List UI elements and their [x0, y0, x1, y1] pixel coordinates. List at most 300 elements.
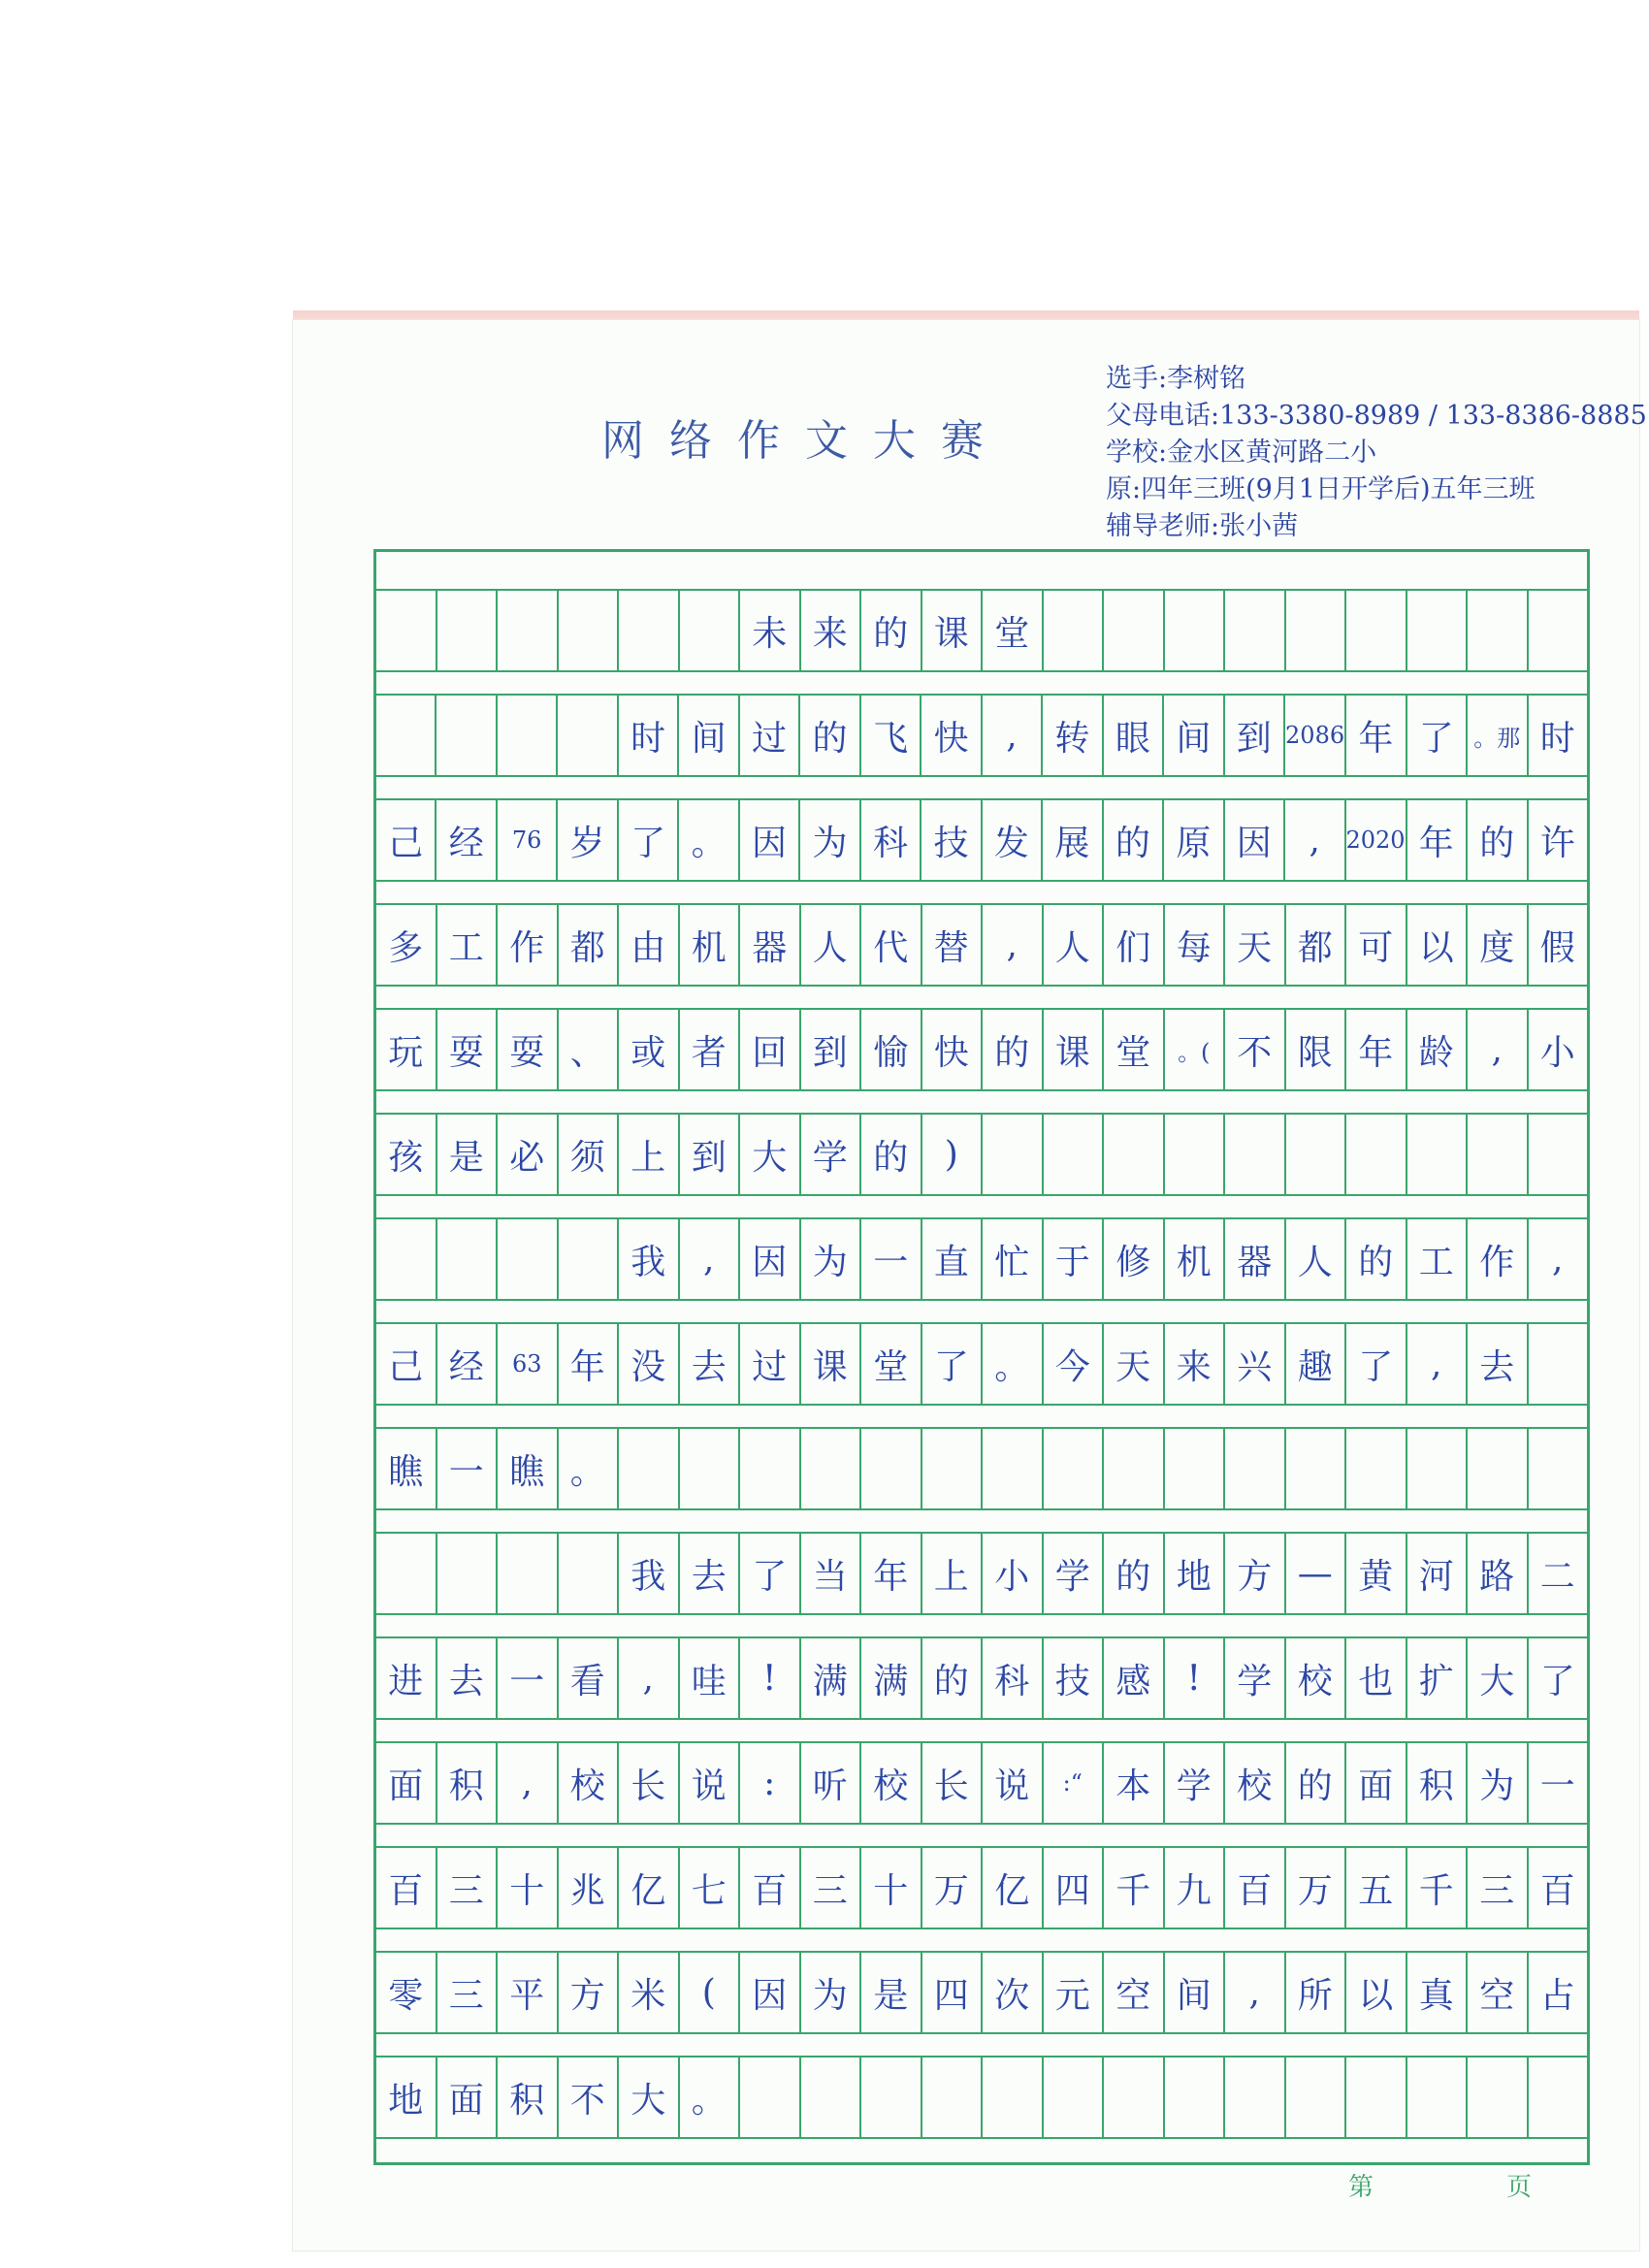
grid-cell: 的 [1466, 800, 1526, 880]
grid-cell: 天 [1102, 1324, 1163, 1404]
grid-cell: 孩 [388, 1137, 424, 1178]
grid-cell: 是 [859, 1953, 921, 2032]
grid-cell: 因 [738, 800, 798, 880]
grid-cell: 年 [557, 1324, 618, 1404]
grid-cell: 每 [1163, 905, 1224, 985]
grid-cell: 校 [557, 1743, 618, 1823]
grid-cell [1163, 1115, 1224, 1194]
grid-cell: 为 [798, 800, 858, 880]
grid-cell [557, 591, 618, 670]
grid-cell: 三 [799, 1848, 860, 1928]
page-label: 第 [1348, 2173, 1374, 2202]
grid-cell: 年 [1406, 800, 1466, 880]
grid-cell: 年 [1344, 696, 1405, 775]
grid-cell [496, 696, 556, 775]
grid-cell [436, 1534, 497, 1613]
grid-cell: 的 [981, 1010, 1042, 1089]
grid-cell: 长 [921, 1743, 982, 1823]
grid-cell: 今 [1042, 1324, 1103, 1404]
grid-cell: 时 [617, 696, 677, 775]
grid-cell: 科 [981, 1638, 1042, 1718]
grid-cell: 经 [436, 1324, 497, 1404]
grid-cell [376, 591, 436, 670]
grid-cell: 或 [617, 1010, 678, 1089]
grid-cell: 百 [1527, 1848, 1588, 1928]
grid-cell: 来 [1163, 1324, 1224, 1404]
grid-cell: 千 [1102, 1848, 1163, 1928]
grid-cell: 到 [678, 1115, 739, 1194]
grid-cell: 直 [921, 1219, 982, 1299]
grid-cell: 许 [1527, 800, 1587, 880]
grid-cell [1163, 591, 1224, 670]
grid-cell: 三 [436, 1953, 497, 2032]
grid-cell: 己 [388, 823, 424, 863]
grid-row [376, 1322, 1587, 1406]
grid-cell [1223, 1115, 1284, 1194]
grid-cell: 学 [1163, 1743, 1224, 1823]
grid-cell: 多 [388, 927, 424, 968]
grid-cell: 都 [1284, 905, 1345, 985]
grid-cell [1284, 591, 1345, 670]
grid-cell: 积 [1406, 1743, 1467, 1823]
grid-cell: 去 [1466, 1324, 1527, 1404]
grid-cell [1344, 1429, 1406, 1508]
grid-cell [1466, 2057, 1527, 2137]
class-info: 原:四年三班(9月1日开学后)五年三班 [1106, 474, 1536, 504]
grid-cell: 方 [1223, 1534, 1284, 1613]
grid-cell: , [1223, 1953, 1284, 2032]
grid-cell: , [1527, 1219, 1588, 1299]
grid-cell [1223, 1429, 1284, 1508]
grid-cell: 眼 [1102, 696, 1162, 775]
grid-cell: 忙 [981, 1219, 1042, 1299]
grid-cell: 人 [799, 905, 860, 985]
grid-cell: 路 [1466, 1534, 1527, 1613]
grid-cell: 小 [1527, 1010, 1588, 1089]
grid-cell: 快 [920, 696, 980, 775]
grid-cell: 万 [1284, 1848, 1345, 1928]
school-name: 学校:金水区黄河路二小 [1106, 437, 1377, 468]
grid-cell: 四 [1042, 1848, 1103, 1928]
grid-cell: 空 [1102, 1953, 1163, 2032]
grid-cell [617, 591, 678, 670]
grid-cell: 满 [799, 1638, 860, 1718]
grid-cell: 三 [1466, 1848, 1527, 1928]
grid-cell [436, 591, 497, 670]
grid-cell: 可 [1344, 905, 1406, 985]
grid-cell: 技 [1042, 1638, 1103, 1718]
grid-row [376, 1113, 1587, 1196]
grid-cell [799, 1429, 860, 1508]
grid-cell: 听 [799, 1743, 860, 1823]
grid-cell: 平 [496, 1953, 557, 2032]
grid-cell [1527, 1324, 1588, 1404]
grid-cell: 间 [677, 696, 737, 775]
grid-cell [376, 696, 435, 775]
grid-cell [1223, 591, 1284, 670]
grid-cell: 兴 [1223, 1324, 1284, 1404]
grid-cell: 当 [799, 1534, 860, 1613]
grid-cell: 原 [1162, 800, 1222, 880]
grid-cell: 过 [738, 1324, 799, 1404]
grid-cell: 兆 [557, 1848, 618, 1928]
grid-cell: 未 [738, 591, 799, 670]
grid-cell: 发 [981, 800, 1041, 880]
grid-cell: , [496, 1743, 557, 1823]
grid-row [376, 1427, 1587, 1510]
grid-cell: 机 [1163, 1219, 1224, 1299]
grid-cell: 。 [678, 2057, 739, 2137]
grid-cell: 的 [1102, 1534, 1163, 1613]
grid-cell: 经 [435, 800, 495, 880]
grid-cell: 黄 [1344, 1534, 1406, 1613]
grid-row [376, 694, 1587, 777]
grid-cell: 耍 [436, 1010, 497, 1089]
grid-row [376, 798, 1587, 882]
grid-cell: 课 [1042, 1010, 1103, 1089]
grid-cell: 必 [496, 1115, 557, 1194]
grid-cell [376, 1219, 436, 1299]
grid-cell: 面 [388, 1766, 424, 1806]
grid-cell: 了 [738, 1534, 799, 1613]
grid-row [376, 903, 1587, 987]
grid-cell: : [738, 1743, 799, 1823]
grid-cell: 五 [1344, 1848, 1406, 1928]
grid-cell [738, 2057, 799, 2137]
contestant-name: 选手:李树铭 [1106, 364, 1246, 394]
parent-phone: 父母电话:133-3380-8989 / 133-8386-8885 [1106, 401, 1647, 431]
grid-cell: 堂 [981, 591, 1042, 670]
grid-cell: 飞 [859, 696, 920, 775]
grid-cell: 机 [678, 905, 739, 985]
grid-cell: 九 [1163, 1848, 1224, 1928]
grid-cell: , [981, 696, 1041, 775]
grid-cell: 十 [859, 1848, 921, 1928]
grid-row [376, 1846, 1587, 1929]
grid-cell: 的 [798, 696, 858, 775]
grid-cell: 空 [1466, 1953, 1527, 2032]
contestant-info [1106, 361, 1647, 545]
grid-cell [496, 1219, 557, 1299]
grid-cell: 堂 [859, 1324, 921, 1404]
grid-cell [1344, 591, 1406, 670]
grid-cell: 为 [799, 1953, 860, 2032]
grid-cell: 进 [388, 1661, 424, 1701]
grid-cell: :“ [1042, 1743, 1103, 1823]
grid-cell: 积 [436, 1743, 497, 1823]
grid-cell: 的 [859, 1115, 921, 1194]
grid-cell [1527, 1429, 1588, 1508]
grid-cell: 63 [496, 1324, 557, 1404]
grid-cell: 快 [921, 1010, 982, 1089]
grid-cell: 积 [496, 2057, 557, 2137]
grid-row [376, 1008, 1587, 1091]
grid-cell: 说 [678, 1743, 739, 1823]
grid-cell: 由 [617, 905, 678, 985]
grid-cell [1527, 1115, 1588, 1194]
grid-cell: 瞧 [388, 1451, 424, 1492]
grid-cell [1042, 1115, 1103, 1194]
grid-cell [1163, 1429, 1224, 1508]
grid-cell: 小 [981, 1534, 1042, 1613]
grid-cell: 。 [981, 1324, 1042, 1404]
grid-cell: 2020 [1344, 800, 1406, 880]
grid-cell: 。( [1163, 1010, 1224, 1089]
grid-cell: 为 [799, 1219, 860, 1299]
grid-cell: 作 [496, 905, 557, 985]
grid-cell [859, 1429, 921, 1508]
grid-cell [496, 591, 557, 670]
grid-cell [1406, 591, 1467, 670]
grid-cell: 七 [678, 1848, 739, 1928]
grid-cell [376, 1534, 436, 1613]
grid-cell: 转 [1041, 696, 1101, 775]
grid-cell: 工 [436, 905, 497, 985]
grid-cell: 了 [921, 1324, 982, 1404]
grid-cell: 的 [859, 591, 921, 670]
grid-cell: 。 [677, 800, 737, 880]
grid-cell [435, 696, 495, 775]
grid-cell [557, 1219, 618, 1299]
grid-cell: 堂 [1102, 1010, 1163, 1089]
grid-cell: 课 [921, 591, 982, 670]
teacher-name: 辅导老师:张小茜 [1106, 511, 1299, 541]
grid-cell: 二 [1527, 1534, 1588, 1613]
grid-cell: 学 [1042, 1534, 1103, 1613]
page-title: 网络作文大赛 [601, 416, 1009, 466]
grid-cell [556, 696, 616, 775]
grid-cell: 哇 [678, 1638, 739, 1718]
grid-cell [1406, 1429, 1467, 1508]
grid-cell [1102, 2057, 1163, 2137]
grid-cell: 长 [617, 1743, 678, 1823]
grid-cell: 次 [981, 1953, 1042, 2032]
grid-cell: ! [738, 1638, 799, 1718]
grid-cell: 去 [436, 1638, 497, 1718]
grid-cell [1344, 2057, 1406, 2137]
grid-cell [1466, 1115, 1527, 1194]
grid-cell [678, 1429, 739, 1508]
grid-cell: 。那 [1466, 696, 1526, 775]
grid-cell: 龄 [1406, 1010, 1467, 1089]
grid-cell: 了 [617, 800, 677, 880]
grid-cell: , [981, 905, 1042, 985]
grid-cell [1284, 2057, 1345, 2137]
grid-cell: 人 [1284, 1219, 1345, 1299]
grid-cell: 学 [799, 1115, 860, 1194]
grid-cell: 方 [557, 1953, 618, 2032]
grid-cell: 年 [1344, 1010, 1406, 1089]
grid-cell: 占 [1527, 1953, 1588, 2032]
grid-cell: 为 [1466, 1743, 1527, 1823]
grid-row [376, 2056, 1587, 2139]
grid-cell [1406, 2057, 1467, 2137]
grid-cell: 来 [799, 591, 860, 670]
grid-cell: 不 [557, 2057, 618, 2137]
grid-cell: 大 [738, 1115, 799, 1194]
grid-cell: 因 [1223, 800, 1283, 880]
grid-cell: 地 [1163, 1534, 1224, 1613]
grid-cell: 所 [1284, 1953, 1345, 2032]
grid-cell [1527, 2057, 1588, 2137]
grid-cell: 以 [1344, 1953, 1406, 2032]
grid-cell: 一 [1527, 1743, 1588, 1823]
grid-cell: 都 [557, 905, 618, 985]
grid-cell: 看 [557, 1638, 618, 1718]
grid-cell: 瞧 [496, 1429, 557, 1508]
grid-cell: 万 [921, 1848, 982, 1928]
grid-cell [981, 2057, 1042, 2137]
grid-cell: 的 [1102, 800, 1162, 880]
grid-cell: 百 [388, 1870, 424, 1911]
grid-cell: 面 [436, 2057, 497, 2137]
grid-cell: 百 [738, 1848, 799, 1928]
grid-cell: 上 [617, 1115, 678, 1194]
grid-cell [1466, 1429, 1527, 1508]
grid-cell: 地 [388, 2080, 424, 2121]
grid-cell [1042, 591, 1103, 670]
grid-cell [436, 1219, 497, 1299]
grid-cell: 趣 [1284, 1324, 1345, 1404]
grid-cell [1042, 1429, 1103, 1508]
grid-cell: 工 [1406, 1219, 1467, 1299]
grid-cell [981, 1115, 1042, 1194]
grid-cell: 作 [1466, 1219, 1527, 1299]
grid-cell: 。 [557, 1429, 618, 1508]
grid-cell: 三 [436, 1848, 497, 1928]
grid-cell: 间 [1163, 1953, 1224, 2032]
grid-cell: 玩 [388, 1032, 424, 1073]
grid-cell: 的 [921, 1638, 982, 1718]
grid-cell: 的 [1344, 1219, 1406, 1299]
grid-cell: , [1466, 1010, 1527, 1089]
grid-cell: 科 [859, 800, 920, 880]
grid-cell [921, 2057, 982, 2137]
writing-grid [373, 549, 1590, 2165]
grid-cell: 2086 [1283, 696, 1344, 775]
title-row [376, 589, 1587, 672]
grid-cell: 千 [1406, 1848, 1467, 1928]
grid-cell: 了 [1527, 1638, 1588, 1718]
grid-cell: 器 [1223, 1219, 1284, 1299]
grid-cell: 们 [1102, 905, 1163, 985]
grid-cell: 米 [617, 1953, 678, 2032]
grid-cell [1406, 1115, 1467, 1194]
grid-cell: 真 [1406, 1953, 1467, 2032]
grid-cell [1042, 2057, 1103, 2137]
grid-cell: 到 [799, 1010, 860, 1089]
grid-cell: 亿 [981, 1848, 1042, 1928]
grid-cell [496, 1534, 557, 1613]
grid-cell [1527, 591, 1588, 670]
grid-cell: 十 [496, 1848, 557, 1928]
grid-cell: 愉 [859, 1010, 921, 1089]
grid-cell [1466, 591, 1527, 670]
grid-cell: 己 [388, 1346, 424, 1387]
grid-cell: 代 [859, 905, 921, 985]
grid-cell: 面 [1344, 1743, 1406, 1823]
grid-cell: 度 [1466, 905, 1527, 985]
grid-cell: ) [921, 1115, 982, 1194]
grid-cell [1163, 2057, 1224, 2137]
grid-cell: 课 [799, 1324, 860, 1404]
grid-cell: 是 [436, 1115, 497, 1194]
grid-cell: 76 [496, 800, 556, 880]
grid-cell: ( [678, 1953, 739, 2032]
grid-cell: 回 [738, 1010, 799, 1089]
grid-cell: 四 [921, 1953, 982, 2032]
grid-cell [617, 1429, 678, 1508]
grid-cell: 天 [1223, 905, 1284, 985]
grid-cell: 了 [1406, 696, 1466, 775]
grid-cell [1102, 591, 1163, 670]
grid-cell [921, 1429, 982, 1508]
grid-cell: 到 [1223, 696, 1283, 775]
grid-cell: 校 [859, 1743, 921, 1823]
grid-cell: , [1283, 800, 1343, 880]
grid-cell: 须 [557, 1115, 618, 1194]
grid-cell: 学 [1223, 1638, 1284, 1718]
grid-row [376, 1741, 1587, 1825]
grid-cell [738, 1429, 799, 1508]
grid-cell: 替 [921, 905, 982, 985]
grid-cell: 因 [738, 1953, 799, 2032]
grid-cell: 本 [1102, 1743, 1163, 1823]
grid-cell: 了 [1344, 1324, 1406, 1404]
grid-cell: 不 [1223, 1010, 1284, 1089]
grid-cell: 限 [1284, 1010, 1345, 1089]
grid-cell: 因 [738, 1219, 799, 1299]
grid-cell: 一 [859, 1219, 921, 1299]
grid-cell [1284, 1115, 1345, 1194]
grid-cell [1102, 1429, 1163, 1508]
grid-cell: 大 [1466, 1638, 1527, 1718]
grid-cell: 展 [1041, 800, 1101, 880]
grid-cell: 校 [1284, 1638, 1345, 1718]
grid-cell: ! [1163, 1638, 1224, 1718]
grid-cell: 耍 [496, 1010, 557, 1089]
grid-cell: 没 [617, 1324, 678, 1404]
grid-cell [557, 1534, 618, 1613]
grid-cell: 校 [1223, 1743, 1284, 1823]
grid-cell [799, 2057, 860, 2137]
grid-cell: 的 [1284, 1743, 1345, 1823]
grid-cell [981, 1429, 1042, 1508]
grid-cell: 于 [1042, 1219, 1103, 1299]
grid-cell [678, 591, 739, 670]
grid-cell: 器 [738, 905, 799, 985]
grid-cell: , [617, 1638, 678, 1718]
grid-cell: , [1406, 1324, 1467, 1404]
grid-cell: 年 [859, 1534, 921, 1613]
grid-cell: 修 [1102, 1219, 1163, 1299]
grid-cell: 间 [1162, 696, 1222, 775]
grid-cell: — [1284, 1534, 1345, 1613]
grid-cell: 去 [678, 1324, 739, 1404]
grid-cell: 百 [1223, 1848, 1284, 1928]
grid-cell: 一 [436, 1429, 497, 1508]
grid-cell: 大 [617, 2057, 678, 2137]
grid-cell: 技 [920, 800, 980, 880]
page-unit-label: 页 [1506, 2173, 1533, 2202]
grid-cell [1284, 1429, 1345, 1508]
grid-cell: 亿 [617, 1848, 678, 1928]
grid-cell: 上 [921, 1534, 982, 1613]
grid-cell: 一 [496, 1638, 557, 1718]
grid-cell: 者 [678, 1010, 739, 1089]
grid-cell: 以 [1406, 905, 1467, 985]
grid-cell: 去 [678, 1534, 739, 1613]
